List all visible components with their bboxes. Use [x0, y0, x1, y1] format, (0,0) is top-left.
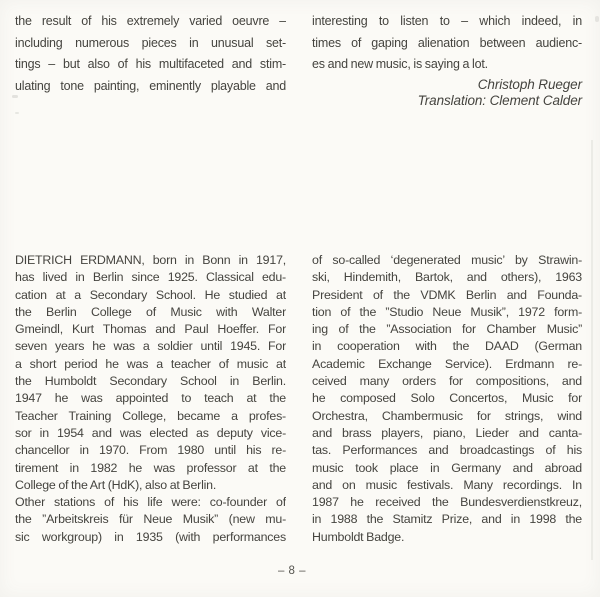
- author-credit: Christoph Rueger: [477, 76, 582, 92]
- text-line: music took place in Germany and abroad: [312, 460, 582, 475]
- text-line: Other stations of his life were: co-founder of: [15, 495, 286, 510]
- text-line: Gmeindl, Kurt Thomas and Paul Hoeffer. For: [15, 322, 286, 337]
- text-line: he composed Solo Concertos, Music for: [312, 391, 582, 406]
- text-line: DIETRICH ERDMANN, born in Bonn in 1917,: [15, 253, 286, 267]
- text-line: of so-called ‘degenerated music’ by Strawin-: [312, 253, 582, 267]
- text-line: the result of his extremely varied oeuvre –: [15, 14, 286, 28]
- text-line: Orchestra, Chambermusic for strings, wind: [312, 408, 582, 423]
- text-line: seven years he was a soldier until 1945. For: [15, 339, 286, 354]
- text-line: has lived in Berlin since 1925. Classical edu-: [15, 270, 286, 285]
- scan-artifact: [595, 16, 599, 22]
- text-line: 1987 he received the Bundesverdienstkreuz,: [312, 495, 582, 510]
- scan-artifact: [12, 95, 18, 98]
- intro-left-paragraph: [15, 11, 286, 97]
- scan-edge-artifact: [591, 140, 593, 560]
- text-line: tings – but also of his multifaceted and stim-: [15, 57, 286, 72]
- text-line: ceived many orders for compositions, and: [312, 374, 582, 389]
- text-line: Humboldt Badge.: [312, 529, 405, 544]
- text-line: the Berlin College of Music with Walter: [15, 304, 286, 319]
- text-line: tirement in 1982 he was professor at the: [15, 460, 286, 475]
- text-line: in cooperation with the DAAD (German: [312, 339, 582, 354]
- text-line: sic workgroup) in 1935 (with performances: [15, 529, 286, 544]
- text-line: chancellor in 1970. From 1980 until his re-: [15, 443, 286, 458]
- text-line: ski, Hindemith, Bartok, and others), 1963: [312, 270, 582, 285]
- text-line: es and new music, is saying a lot.: [312, 57, 488, 72]
- text-line: in 1988 the Stamitz Prize, and in 1998 the: [312, 512, 582, 527]
- text-line: sor in 1954 and was elected as deputy vice-: [15, 425, 286, 440]
- text-line: College of the Art (HdK), also at Berlin.: [15, 477, 217, 492]
- bio-left-column: [15, 252, 286, 546]
- text-line: Academic Exchange Service). Erdmann re-: [312, 356, 582, 371]
- text-line: Teacher Training College, became a profes-: [15, 408, 286, 423]
- text-line: the ”Arbeitskreis für Neue Musik” (new mu-: [15, 512, 286, 527]
- translation-credit: Translation: Clement Calder: [417, 92, 582, 108]
- text-line: interesting to listen to – which indeed, in: [312, 14, 582, 28]
- text-line: President of the VDMK Berlin and Founda-: [312, 287, 582, 302]
- scan-artifact: [15, 112, 19, 114]
- bio-right-column: [312, 252, 582, 546]
- text-line: cation at a Secondary School. He studied at: [15, 287, 286, 302]
- text-line: and brass players, piano, Lieder and canta-: [312, 425, 582, 440]
- text-line: times of gaping alienation between audienc-: [312, 35, 582, 50]
- text-line: tion of the ”Studio Neue Musik”, 1972 form-: [312, 304, 582, 319]
- text-line: 1947 he was appointed to teach at the: [15, 391, 286, 406]
- credits-block: [312, 77, 582, 109]
- text-line: tas. Performances and broadcastings of his: [312, 443, 582, 458]
- text-line: the Humboldt Secondary School in Berlin.: [15, 374, 286, 389]
- text-line: a short period he was a teacher of music at: [15, 356, 286, 371]
- text-line: and on music festivals. Many recordings. In: [312, 477, 582, 492]
- intro-right-paragraph: [312, 11, 582, 108]
- page-number: – 8 –: [277, 565, 307, 577]
- text-line: including numerous pieces in unusual set-: [15, 35, 286, 50]
- text-line: ing of the ”Association for Chamber Music”: [312, 322, 582, 337]
- text-line: ulating tone painting, eminently playable and: [15, 78, 286, 93]
